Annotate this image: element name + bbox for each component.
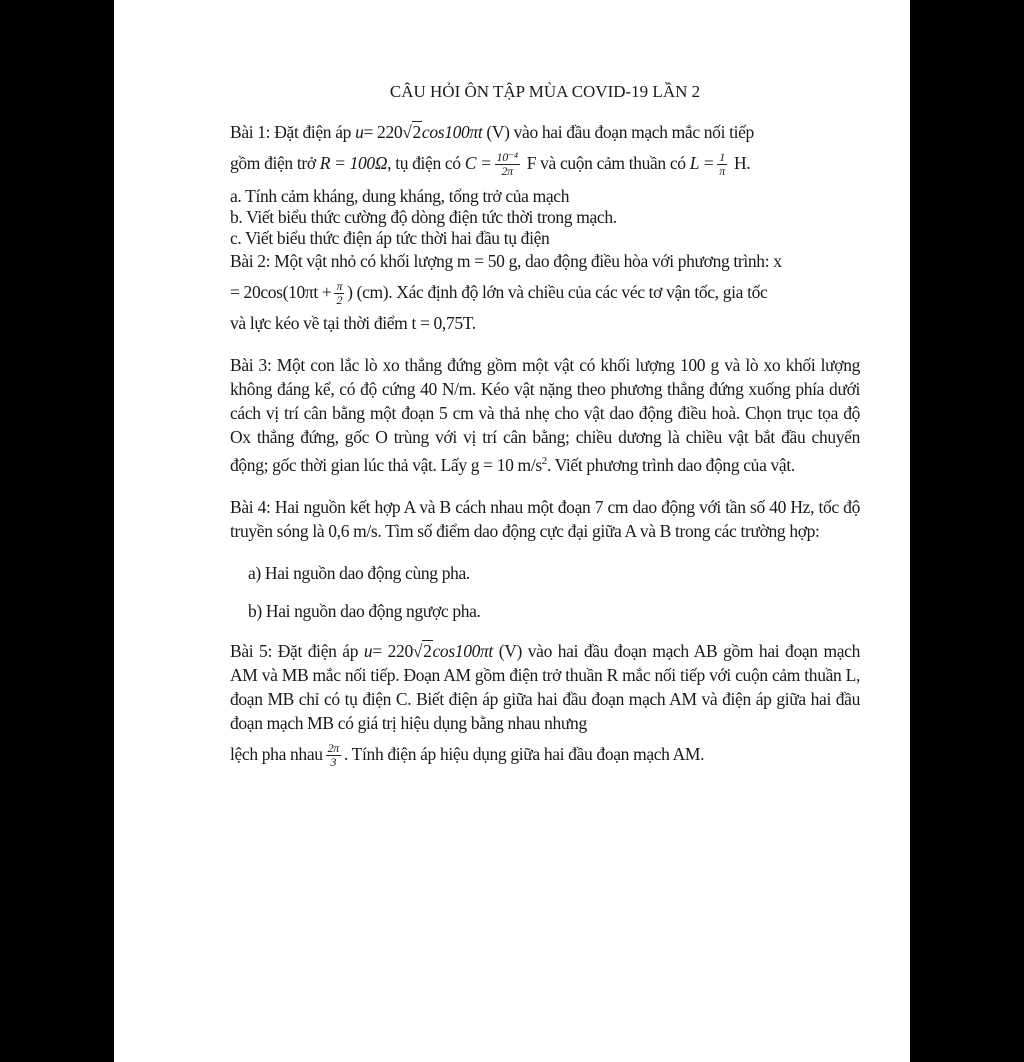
sub-question-b: b) Hai nguồn dao động ngược pha. xyxy=(248,600,481,621)
fraction-numerator: π xyxy=(336,279,343,294)
math-text: = 220 xyxy=(372,640,413,661)
problem-text: Hai nguồn kết hợp A và B cách nhau một đoạn 7 cm dao động với tần số 40 Hz, tốc độ truyền sóng là 0,6 m/s. Tìm số điểm dao động cực đại giữa A và B trong các trường hợp: xyxy=(230,496,860,541)
document-page xyxy=(114,0,910,1062)
problem-text: Đặt điện áp xyxy=(277,640,359,661)
page-title: CÂU HỎI ÔN TẬP MÙA COVID-19 LẦN 2 xyxy=(389,82,701,101)
math-symbol: u xyxy=(355,122,364,142)
problem-text: , tụ điện có xyxy=(387,153,461,173)
math-symbol: u xyxy=(363,640,373,661)
problem-text: lệch pha nhau xyxy=(230,743,323,764)
problem-2 xyxy=(230,249,860,335)
sub-question-a: a) Hai nguồn dao động cùng pha. xyxy=(248,562,470,583)
problem-text: F và cuộn cảm thuần có xyxy=(526,153,686,173)
fraction-numerator: 1 xyxy=(719,150,725,165)
problem-text: (V) vào hai đầu đoạn mạch AB gồm hai đoạn xyxy=(498,640,818,661)
problem-text: gồm điện trở xyxy=(230,153,316,173)
problem-3 xyxy=(230,353,860,477)
math-text: C = xyxy=(464,153,492,173)
sub-question-b: b. Viết biểu thức cường độ dòng điện tức thời trong mạch. xyxy=(230,207,617,227)
sqrt-symbol: √2 xyxy=(402,122,421,142)
sqrt-radicand: 2 xyxy=(423,640,432,661)
problem-text: (V) vào hai đầu đoạn mạch mắc nối tiếp xyxy=(486,122,754,142)
problem-label: Bài 4: xyxy=(230,496,271,517)
fraction xyxy=(334,280,344,307)
problem-text: Một con lắc lò xo thẳng đứng gồm một vật có khối lượng 100 g và lò xo khối lượng không đáng kể, có độ cứng 40 N/m. Kéo vật nặng theo phương thẳng đứng xuống phía dưới cách vị trí cân bằng một đoạn 5 cm và thả nhẹ cho vật dao động điều hoà. Chọn trục tọa độ Ox thẳng đứng, gốc O trùng với vị trí cân bằng; chiều dương là chiều vật bắt đầu chuyển động; gốc thời gian lúc thả vật. Lấy g = xyxy=(230,355,860,475)
math-text: cos100πt xyxy=(421,122,483,142)
document-content xyxy=(230,80,860,773)
problem-4 xyxy=(230,495,860,623)
fraction-denominator: 2π xyxy=(501,164,513,179)
fraction xyxy=(495,151,520,178)
math-text: L = xyxy=(689,153,715,173)
fraction-denominator: π xyxy=(719,164,725,179)
problem-label: Bài 1: xyxy=(230,122,271,142)
fraction xyxy=(326,742,341,769)
problem-text: 10 m/s xyxy=(496,454,542,475)
fraction-denominator: 2 xyxy=(336,293,343,308)
sub-question-c: c. Viết biểu thức điện áp tức thời hai đầu tụ điện xyxy=(230,228,550,248)
problem-label: Bài 5: xyxy=(230,640,272,661)
problem-text: = 20cos(10πt + xyxy=(230,282,332,302)
problem-text: ) (cm). Xác định độ lớn và chiều của các véc tơ vận tốc, gia tốc xyxy=(347,282,768,302)
math-text: cos100πt xyxy=(432,640,493,661)
math-text: R = 100Ω xyxy=(319,153,388,173)
sub-question-a: a. Tính cảm kháng, dung kháng, tổng trở của mạch xyxy=(230,186,570,206)
problem-text: . Tính điện áp hiệu dụng giữa hai đầu đoạn mạch AM. xyxy=(343,743,705,764)
problem-text: H. xyxy=(733,153,751,173)
problem-text: và lực kéo về tại thời điểm t = 0,75T. xyxy=(230,313,476,333)
problem-text: Một vật nhỏ có khối lượng m = 50 g, dao động điều hòa với phương trình: x xyxy=(274,251,782,271)
problem-label: Bài 3: xyxy=(230,355,272,375)
fraction xyxy=(717,151,727,178)
problem-text: mạch AM và MB mắc nối tiếp. Đoạn AM gồm điện trở thuần R mắc nối tiếp với cuộn cảm thuần L, đoạn MB chỉ có tụ điện C. Biết điện áp giữa hai đầu đoạn mạch AM và điện áp giữa hai đầu đoạn mạch MB có giá trị hiệu dụng bằng nhau nhưng xyxy=(230,640,860,733)
fraction-numerator: 2π xyxy=(327,741,339,756)
fraction-denominator: 3 xyxy=(330,755,337,770)
problem-5 xyxy=(230,639,860,773)
math-text: = 220 xyxy=(363,122,403,142)
problem-text: Đặt điện áp xyxy=(274,122,352,142)
problem-text: . Viết phương trình dao động của vật. xyxy=(546,454,795,475)
sqrt-radicand: 2 xyxy=(412,122,421,142)
superscript: 2 xyxy=(541,455,547,467)
problem-1 xyxy=(230,120,860,249)
problem-label: Bài 2: xyxy=(230,251,271,271)
sqrt-symbol: √2 xyxy=(412,640,432,661)
fraction-numerator: 10⁻⁴ xyxy=(496,150,518,165)
